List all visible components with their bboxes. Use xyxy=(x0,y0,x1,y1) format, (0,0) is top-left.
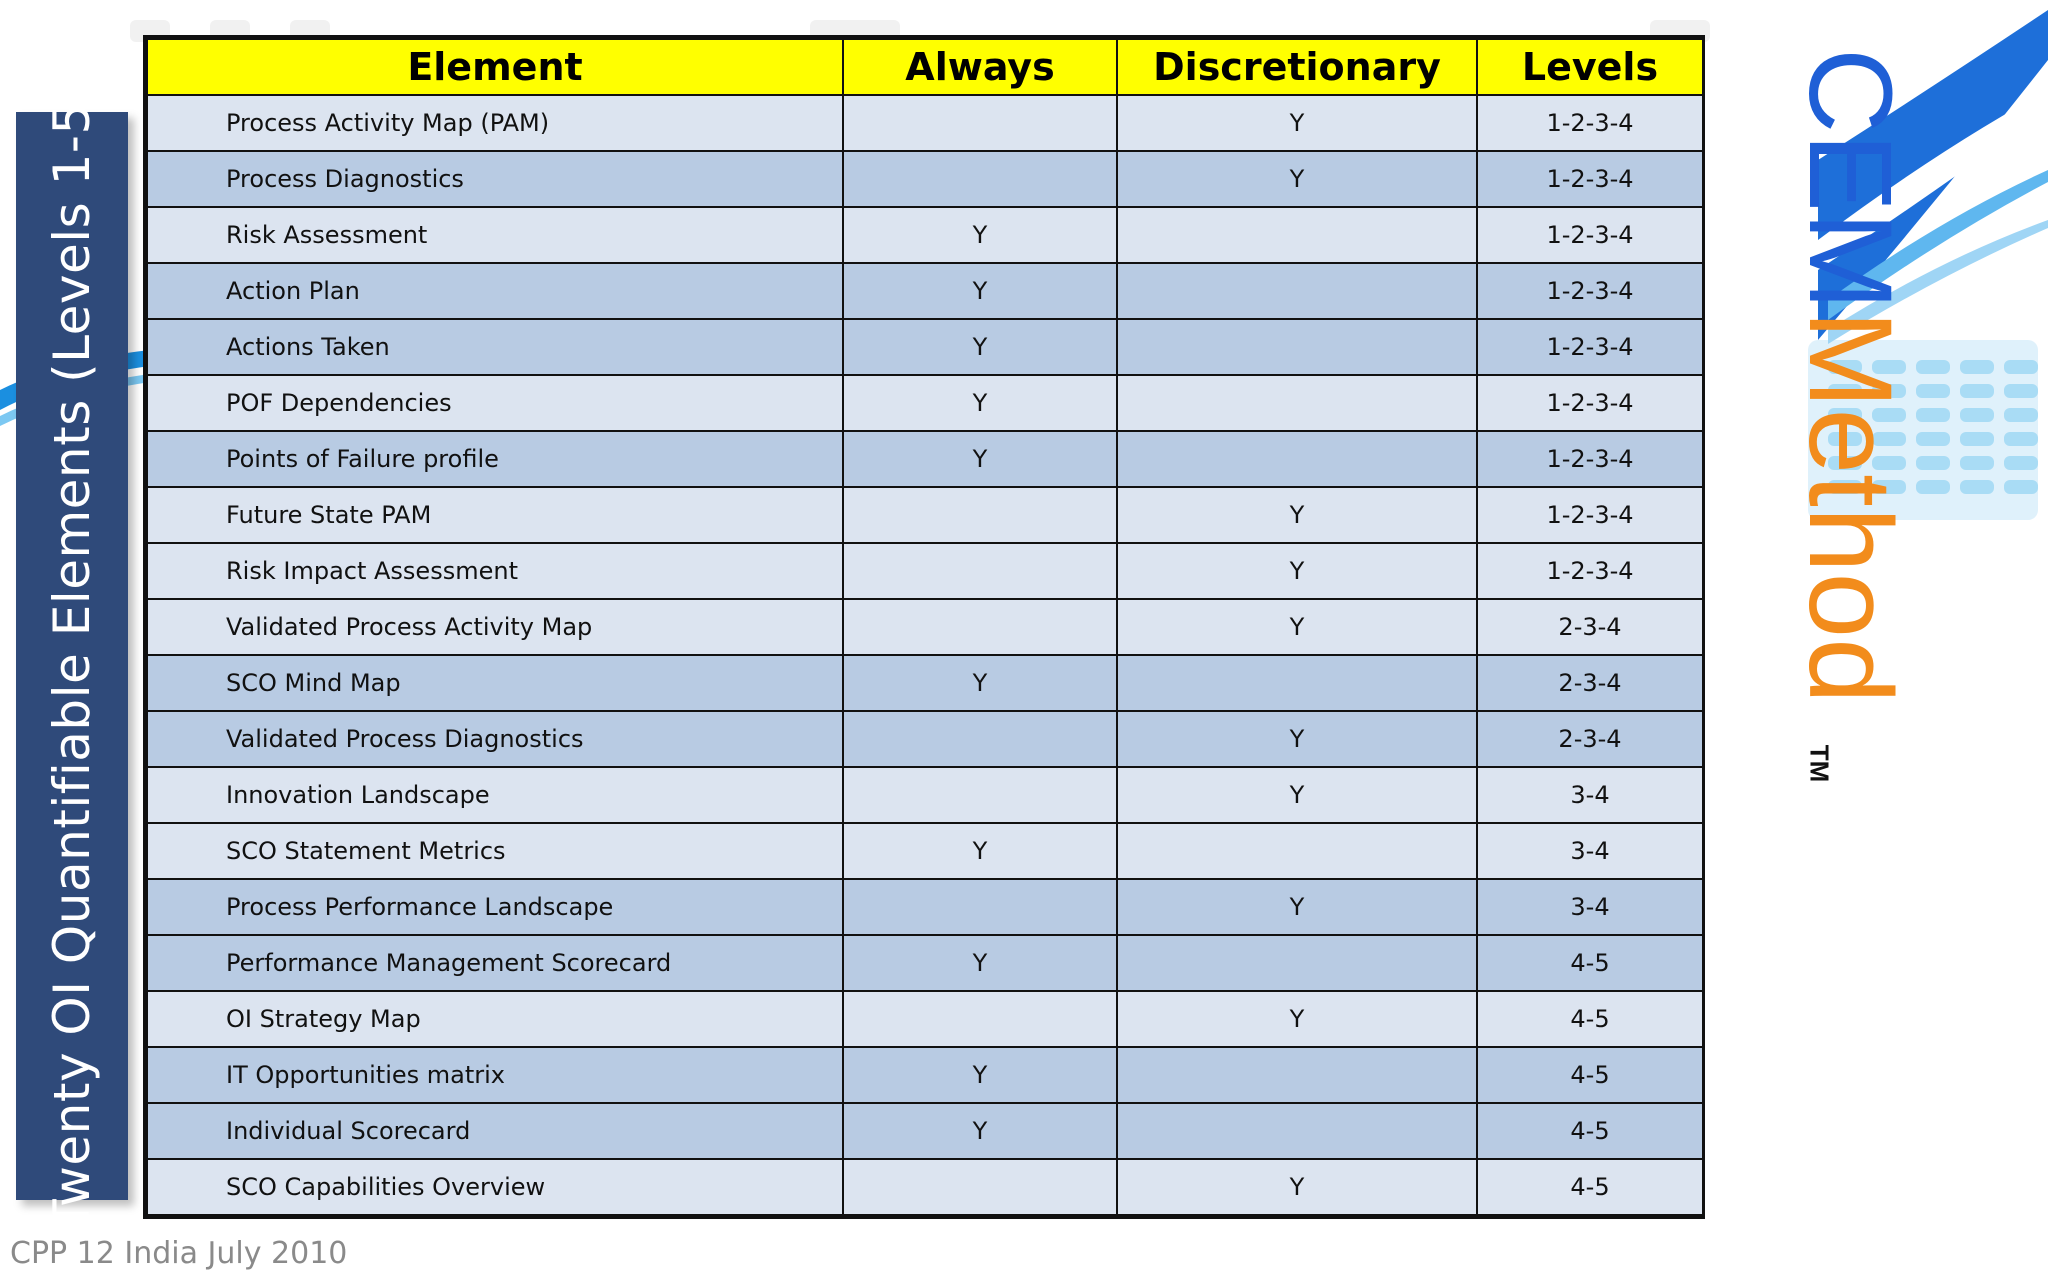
table-row xyxy=(147,543,1703,599)
cell-always xyxy=(843,487,1117,543)
cell-levels: 1-2-3-4 xyxy=(1477,207,1703,263)
cell-discretionary xyxy=(1117,319,1477,375)
cell-element: Risk Impact Assessment xyxy=(147,543,843,599)
table-row xyxy=(147,1047,1703,1103)
table-row xyxy=(147,487,1703,543)
cell-levels: 3-4 xyxy=(1477,823,1703,879)
cell-discretionary: Y xyxy=(1117,95,1477,151)
cell-discretionary: Y xyxy=(1117,767,1477,823)
cell-element: Innovation Landscape xyxy=(147,767,843,823)
table-row xyxy=(147,375,1703,431)
cell-discretionary: Y xyxy=(1117,599,1477,655)
cell-discretionary xyxy=(1117,375,1477,431)
table-row xyxy=(147,95,1703,151)
cell-levels: 2-3-4 xyxy=(1477,599,1703,655)
table-row xyxy=(147,263,1703,319)
cell-element: POF Dependencies xyxy=(147,375,843,431)
logo-method-text: Method xyxy=(1784,310,1916,704)
cell-levels: 1-2-3-4 xyxy=(1477,543,1703,599)
cell-always: Y xyxy=(843,935,1117,991)
cell-element: Points of Failure profile xyxy=(147,431,843,487)
table-row xyxy=(147,823,1703,879)
table-row xyxy=(147,319,1703,375)
cell-always xyxy=(843,767,1117,823)
table-row xyxy=(147,935,1703,991)
cemethod-logo xyxy=(1784,48,1916,788)
cell-discretionary: Y xyxy=(1117,543,1477,599)
table-row xyxy=(147,599,1703,655)
cell-always: Y xyxy=(843,375,1117,431)
cell-always xyxy=(843,95,1117,151)
cell-discretionary xyxy=(1117,1047,1477,1103)
header-levels: Levels xyxy=(1477,39,1703,95)
cell-element: Validated Process Activity Map xyxy=(147,599,843,655)
cell-always xyxy=(843,151,1117,207)
cell-discretionary: Y xyxy=(1117,879,1477,935)
cell-levels: 4-5 xyxy=(1477,1159,1703,1215)
cell-discretionary xyxy=(1117,431,1477,487)
table-row xyxy=(147,991,1703,1047)
cell-levels: 4-5 xyxy=(1477,991,1703,1047)
side-title: Twenty OI Quantifiable Elements (Levels 1-5) xyxy=(43,82,101,1230)
cell-element: SCO Mind Map xyxy=(147,655,843,711)
cell-always xyxy=(843,599,1117,655)
elements-table xyxy=(143,35,1705,1219)
cell-element: IT Opportunities matrix xyxy=(147,1047,843,1103)
table-row xyxy=(147,767,1703,823)
elements-table-grid xyxy=(146,38,1704,1216)
cell-discretionary xyxy=(1117,935,1477,991)
cell-levels: 1-2-3-4 xyxy=(1477,319,1703,375)
cell-always xyxy=(843,879,1117,935)
cell-discretionary xyxy=(1117,207,1477,263)
cell-always xyxy=(843,711,1117,767)
cell-always: Y xyxy=(843,319,1117,375)
cell-element: Process Activity Map (PAM) xyxy=(147,95,843,151)
cell-always: Y xyxy=(843,823,1117,879)
cell-element: Performance Management Scorecard xyxy=(147,935,843,991)
cell-levels: 4-5 xyxy=(1477,935,1703,991)
cell-element: SCO Statement Metrics xyxy=(147,823,843,879)
cell-levels: 4-5 xyxy=(1477,1047,1703,1103)
cell-levels: 1-2-3-4 xyxy=(1477,431,1703,487)
cell-element: Process Performance Landscape xyxy=(147,879,843,935)
header-always: Always xyxy=(843,39,1117,95)
cell-always: Y xyxy=(843,431,1117,487)
trademark-mark: TM xyxy=(1804,744,1835,783)
table-row xyxy=(147,711,1703,767)
cell-element: Actions Taken xyxy=(147,319,843,375)
table-row xyxy=(147,207,1703,263)
cell-levels: 2-3-4 xyxy=(1477,655,1703,711)
cell-discretionary xyxy=(1117,823,1477,879)
cell-always xyxy=(843,991,1117,1047)
cell-always: Y xyxy=(843,263,1117,319)
header-element: Element xyxy=(147,39,843,95)
cell-element: Risk Assessment xyxy=(147,207,843,263)
cell-levels: 3-4 xyxy=(1477,767,1703,823)
table-row xyxy=(147,1103,1703,1159)
table-header-row xyxy=(147,39,1703,95)
cell-always xyxy=(843,1159,1117,1215)
cell-levels: 1-2-3-4 xyxy=(1477,487,1703,543)
cell-always: Y xyxy=(843,1047,1117,1103)
table-row xyxy=(147,151,1703,207)
cell-discretionary: Y xyxy=(1117,711,1477,767)
cell-element: Individual Scorecard xyxy=(147,1103,843,1159)
cell-always xyxy=(843,543,1117,599)
cell-levels: 3-4 xyxy=(1477,879,1703,935)
cell-always: Y xyxy=(843,207,1117,263)
cell-discretionary xyxy=(1117,655,1477,711)
cell-always: Y xyxy=(843,1103,1117,1159)
cell-element: Future State PAM xyxy=(147,487,843,543)
cell-discretionary: Y xyxy=(1117,991,1477,1047)
table-row xyxy=(147,655,1703,711)
cell-always: Y xyxy=(843,655,1117,711)
cell-discretionary xyxy=(1117,263,1477,319)
cell-levels: 4-5 xyxy=(1477,1103,1703,1159)
cell-element: Validated Process Diagnostics xyxy=(147,711,843,767)
cell-discretionary xyxy=(1117,1103,1477,1159)
cell-discretionary: Y xyxy=(1117,151,1477,207)
table-row xyxy=(147,879,1703,935)
footer-text: CPP 12 India July 2010 xyxy=(10,1236,348,1271)
cell-levels: 1-2-3-4 xyxy=(1477,375,1703,431)
header-discretionary: Discretionary xyxy=(1117,39,1477,95)
cell-levels: 1-2-3-4 xyxy=(1477,263,1703,319)
cell-element: Action Plan xyxy=(147,263,843,319)
cell-levels: 2-3-4 xyxy=(1477,711,1703,767)
cell-levels: 1-2-3-4 xyxy=(1477,151,1703,207)
cell-discretionary: Y xyxy=(1117,1159,1477,1215)
cell-element: SCO Capabilities Overview xyxy=(147,1159,843,1215)
logo-cem-text: CEM xyxy=(1784,48,1916,311)
table-row xyxy=(147,431,1703,487)
cell-element: Process Diagnostics xyxy=(147,151,843,207)
cell-discretionary: Y xyxy=(1117,487,1477,543)
cell-levels: 1-2-3-4 xyxy=(1477,95,1703,151)
cell-element: OI Strategy Map xyxy=(147,991,843,1047)
table-row xyxy=(147,1159,1703,1215)
